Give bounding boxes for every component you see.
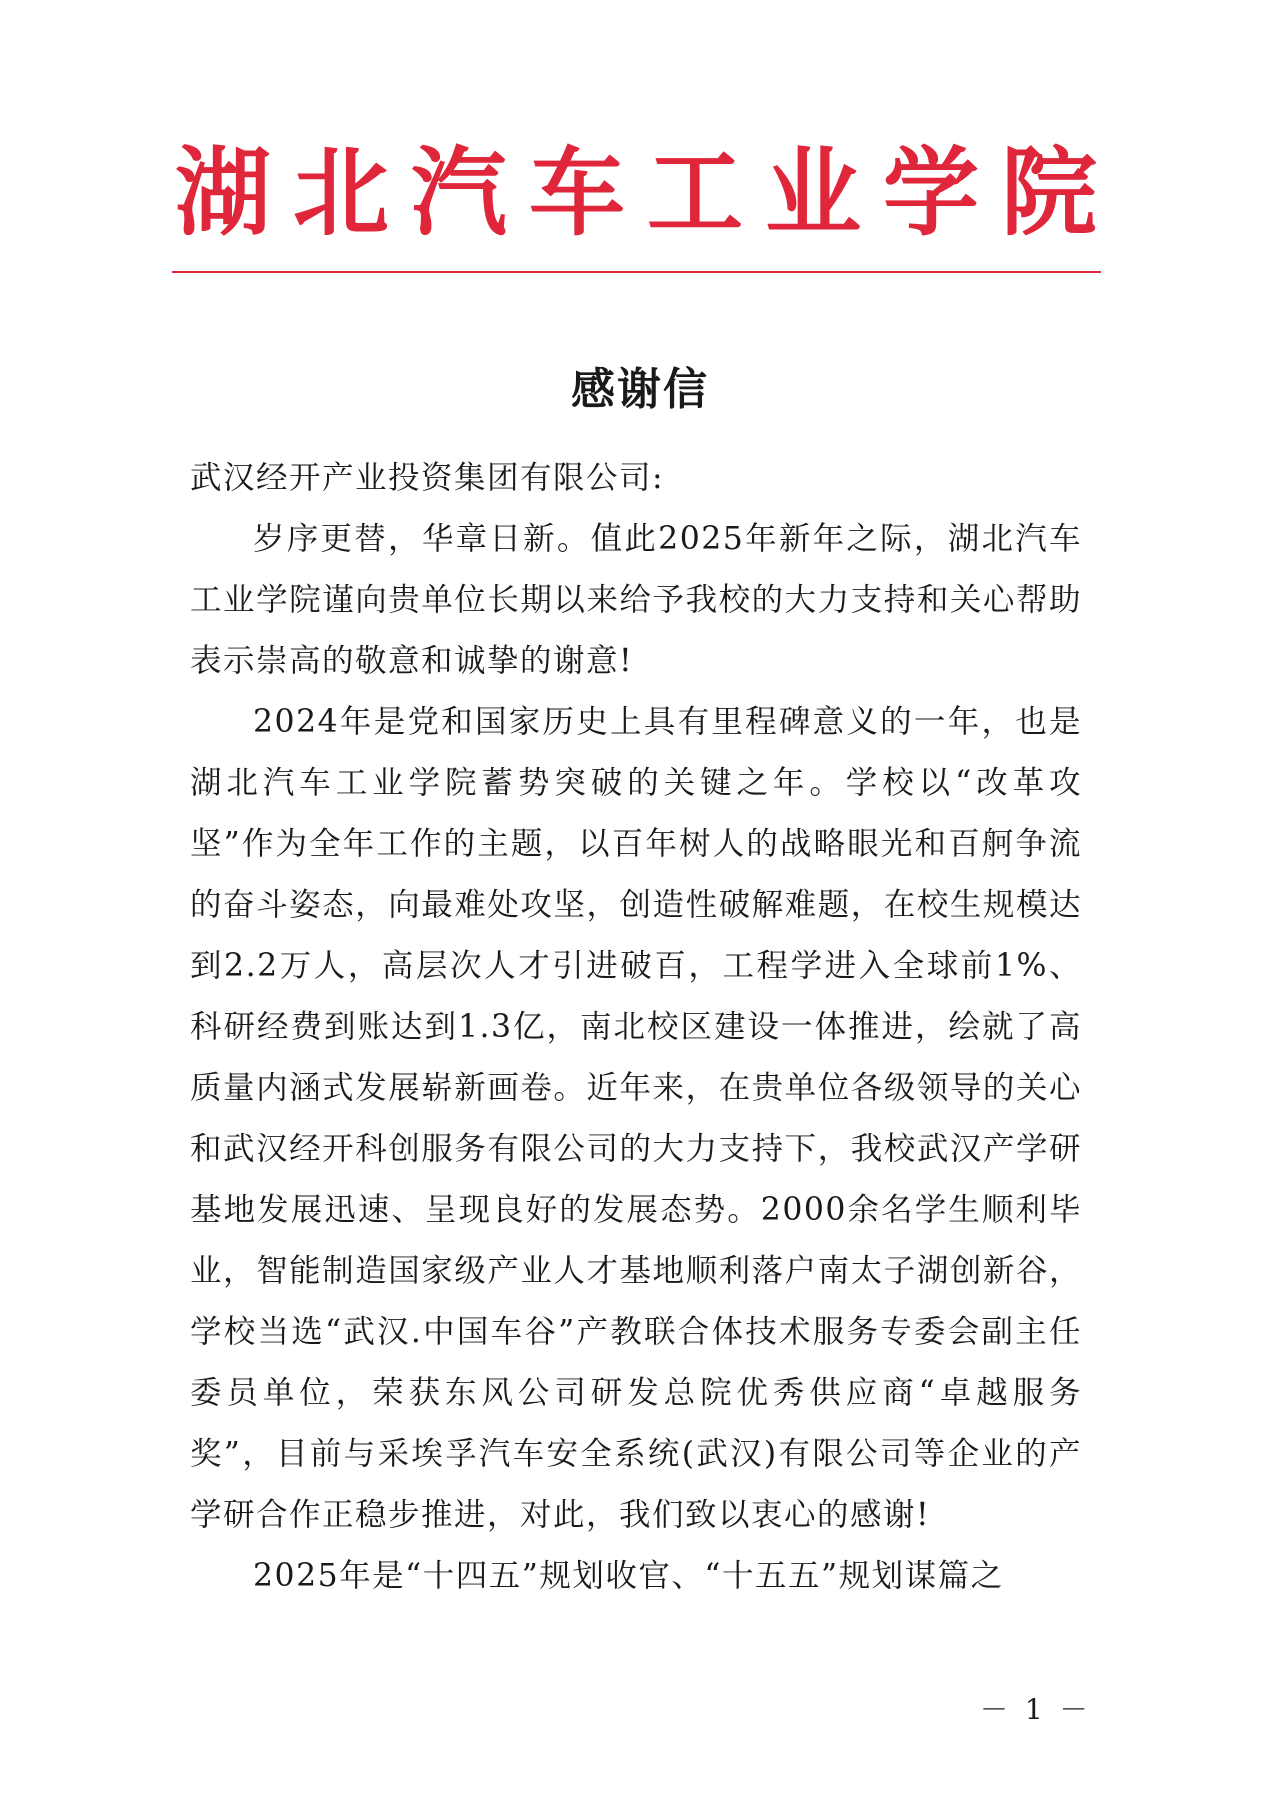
paragraph-achievements: 2024年是党和国家历史上具有里程碑意义的一年，也是湖北汽车工业学院蓄势突破的关键之年。学校以“改革攻坚”作为全年工作的主题，以百年树人的战略眼光和百舸争流的奋斗姿态，向最难处攻坚，创造性破解难题，在校生规模达到2.2万人，高层次人才引进破百，工程学进入全球前1%、科研经费到账达到1.3亿，南北校区建设一体推进，绘就了高质量内涵式发展崭新画卷。近年来，在贵单位各级领导的关心和武汉经开科创服务有限公司的大力支持下，我校武汉产学研基地发展迅速、呈现良好的发展态势。2000余名学生顺利毕业，智能制造国家级产业人才基地顺利落户南太子湖创新谷，学校当选“武汉.中国车谷”产教联合体技术服务专委会副主任委员单位，荣获东风公司研发总院优秀供应商“卓越服务奖”，目前与采埃孚汽车安全系统(武汉)有限公司等企业的产学研合作正稳步推进，对此，我们致以衷心的感谢! [190,704,1082,1533]
page-number: － 1 － [980,1693,1092,1726]
paragraph-outlook: 2025年是“十四五”规划收官、“十五五”规划谋篇之 [253,1558,1004,1594]
salutation: 武汉经开产业投资集团有限公司: [190,460,665,496]
letterhead-red-rule [172,271,1101,273]
letter-body [190,448,1082,1607]
letterhead-institution-name: 湖北汽车工业学院 [175,137,1119,249]
document-title: 感谢信 [571,364,709,415]
paragraph-greeting: 岁序更替，华章日新。值此2025年新年之际，湖北汽车工业学院谨向贵单位长期以来给予我校的大力支持和关心帮助表示崇高的敬意和诚挚的谢意! [190,521,1082,679]
